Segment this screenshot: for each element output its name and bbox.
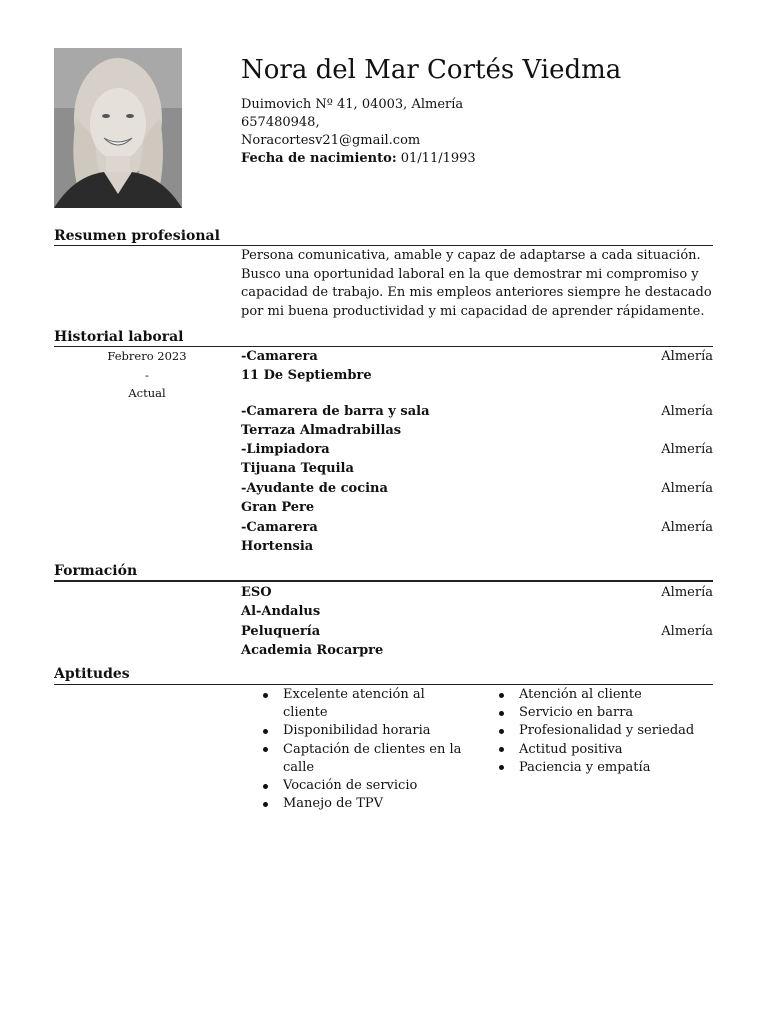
contact-info [241, 96, 476, 168]
skill-item: Captación de clientes en la calle [259, 741, 469, 777]
work-entry [241, 348, 713, 385]
section-divider [54, 684, 713, 685]
date-start: Febrero 2023 [107, 349, 187, 363]
education-entry [241, 584, 713, 621]
skill-item: Manejo de TPV [259, 795, 469, 813]
work-entry [241, 519, 713, 556]
section-title-work: Historial laboral [54, 329, 184, 345]
work-entry [241, 480, 713, 517]
birth-date-value: 01/11/1993 [396, 151, 476, 166]
degree: Peluquería [241, 624, 321, 639]
phone: 657480948, [241, 115, 320, 130]
degree: ESO [241, 585, 272, 600]
work-entry [241, 441, 713, 478]
section-title-education: Formación [54, 563, 138, 579]
section-title-summary: Resumen profesional [54, 228, 220, 244]
school: Al-Andalus [241, 603, 321, 619]
job-title: -Camarera [241, 349, 318, 364]
skill-item: Paciencia y empatía [495, 759, 705, 777]
profile-photo [54, 48, 182, 208]
work-dates [100, 347, 194, 403]
section-divider [54, 245, 713, 246]
summary-text: Persona comunicativa, amable y capaz de adaptarse a cada situación. Busco una oportunidad laboral en la que demostrar mi compromiso y capacidad de trabajo. En mis empleos anteriores siempre he destacado por mi buena productividad y mi capacidad de aprender rápidamente. [241, 248, 712, 319]
birth-date-label: Fecha de nacimiento: [241, 151, 397, 166]
skills-list-right [495, 686, 705, 777]
skill-item: Disponibilidad horaria [259, 722, 469, 740]
employer: Terraza Almadrabillas [241, 422, 402, 438]
date-separator: - [145, 367, 149, 382]
job-location: Almería [661, 442, 713, 457]
job-location: Almería [661, 404, 713, 419]
employer: Tijuana Tequila [241, 460, 354, 476]
job-location: Almería [661, 349, 713, 364]
email: Noracortesv21@gmail.com [241, 133, 421, 148]
skill-item: Actitud positiva [495, 741, 705, 759]
date-end: Actual [128, 386, 166, 400]
full-name: Nora del Mar Cortés Viedma [241, 55, 622, 85]
skills-list-left [259, 686, 469, 813]
job-title: -Camarera [241, 520, 318, 535]
education-entry [241, 623, 713, 660]
skill-item: Atención al cliente [495, 686, 705, 704]
job-title: -Limpiadora [241, 442, 330, 457]
school: Academia Rocarpre [241, 642, 384, 658]
job-title: -Ayudante de cocina [241, 481, 388, 496]
job-location: Almería [661, 481, 713, 496]
address: Duimovich Nº 41, 04003, Almería [241, 97, 464, 112]
section-divider [54, 580, 713, 582]
skill-item: Servicio en barra [495, 704, 705, 722]
section-title-skills: Aptitudes [54, 666, 130, 682]
employer: Hortensia [241, 538, 314, 554]
skill-item: Excelente atención al cliente [259, 686, 469, 722]
job-title: -Camarera de barra y sala [241, 404, 430, 419]
work-entry [241, 403, 713, 440]
birth-date [241, 150, 476, 168]
skill-item: Profesionalidad y seriedad [495, 722, 705, 740]
school-location: Almería [661, 624, 713, 639]
job-location: Almería [661, 520, 713, 535]
employer: Gran Pere [241, 499, 315, 515]
school-location: Almería [661, 585, 713, 600]
skill-item: Vocación de servicio [259, 777, 469, 795]
employer: 11 De Septiembre [241, 367, 372, 383]
